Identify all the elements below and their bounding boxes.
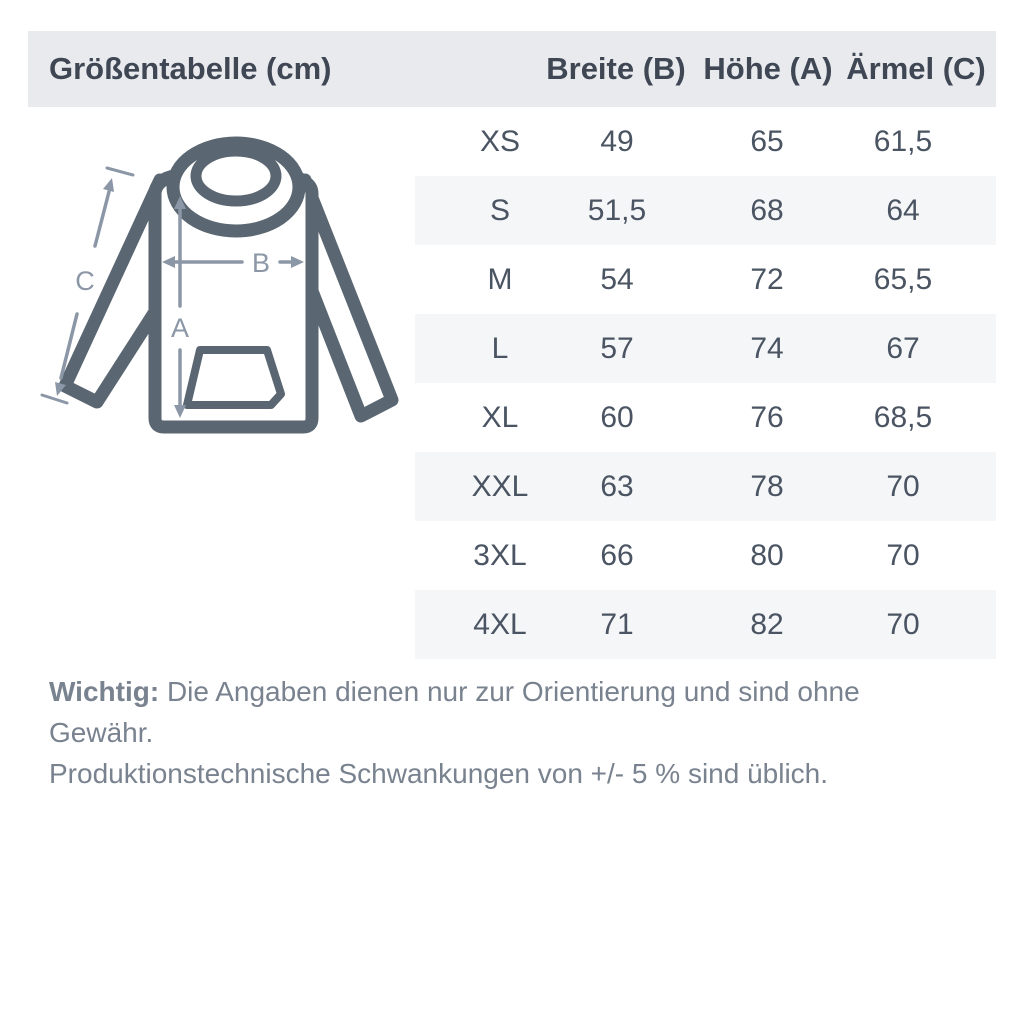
hoodie-pocket (187, 350, 281, 405)
disclaimer-line1: Die Angaben dienen nur zur Orientierung und sind ohne Gewähr. (49, 676, 860, 748)
size-label: M (487, 262, 513, 296)
dimension-label-c: C (75, 266, 95, 296)
breite-value: 60 (600, 400, 634, 434)
aermel-value: 61,5 (873, 124, 933, 158)
hoehe-value: 68 (750, 193, 784, 227)
breite-value: 71 (600, 607, 634, 641)
aermel-value: 70 (886, 469, 920, 503)
aermel-value: 65,5 (873, 262, 933, 296)
table-row-3xl (415, 521, 996, 590)
column-header-breite: Breite (B) (546, 51, 686, 86)
table-header-band (28, 31, 996, 107)
dimension-c-tick-top (107, 168, 133, 175)
chart-title: Größentabelle (cm) (49, 51, 332, 86)
table-row-s (415, 176, 996, 245)
dimension-label-b: B (251, 248, 271, 278)
hoehe-value: 82 (750, 607, 784, 641)
aermel-value: 68,5 (873, 400, 933, 434)
breite-value: 54 (600, 262, 634, 296)
disclaimer-note (49, 671, 969, 794)
hoehe-value: 78 (750, 469, 784, 503)
breite-value: 51,5 (587, 193, 647, 227)
size-label: S (489, 193, 511, 227)
size-label: XS (479, 124, 521, 158)
column-header-hoehe: Höhe (A) (703, 51, 833, 86)
aermel-value: 70 (886, 538, 920, 572)
disclaimer-line2: Produktionstechnische Schwankungen von +/- 5 % sind üblich. (49, 758, 829, 789)
table-row-xs (415, 107, 996, 176)
table-row-xl (415, 383, 996, 452)
column-header-aermel: Ärmel (C) (846, 51, 986, 86)
table-row-xxl (415, 452, 996, 521)
aermel-value: 70 (886, 607, 920, 641)
hoehe-value: 74 (750, 331, 784, 365)
table-row-l (415, 314, 996, 383)
table-row-m (415, 245, 996, 314)
size-label: L (491, 331, 509, 365)
breite-value: 63 (600, 469, 634, 503)
aermel-value: 64 (886, 193, 920, 227)
dimension-c-line-top (95, 184, 111, 246)
table-row-4xl (415, 590, 996, 659)
size-label: 4XL (473, 607, 527, 641)
hoehe-value: 65 (750, 124, 784, 158)
hoehe-value: 72 (750, 262, 784, 296)
hoehe-value: 80 (750, 538, 784, 572)
arrowhead-c-up (103, 178, 114, 192)
hoodie-measurement-diagram (35, 128, 415, 458)
breite-value: 49 (600, 124, 634, 158)
aermel-value: 67 (886, 331, 920, 365)
breite-value: 57 (600, 331, 634, 365)
dimension-c-tick-bottom (42, 395, 67, 403)
breite-value: 66 (600, 538, 634, 572)
size-label: 3XL (473, 538, 527, 572)
size-label: XXL (471, 469, 529, 503)
size-table (415, 107, 996, 659)
hoodie-hood-inner (196, 151, 276, 201)
dimension-label-a: A (170, 313, 190, 343)
disclaimer-bold-prefix: Wichtig: (49, 676, 160, 707)
size-label: XL (481, 400, 519, 434)
hoehe-value: 76 (750, 400, 784, 434)
